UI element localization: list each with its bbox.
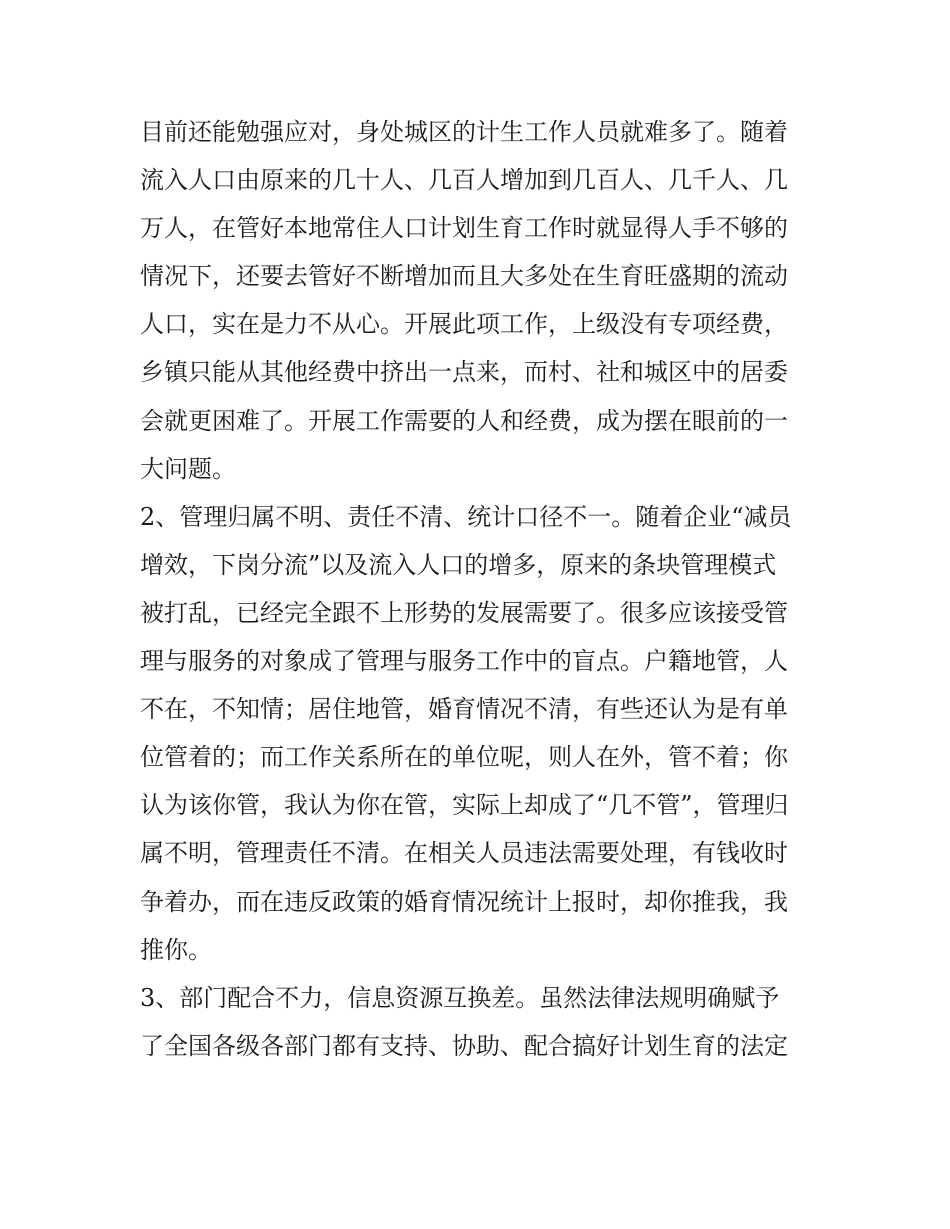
text-line: 属不明，管理责任不清。在相关人员违法需要处理，有钱收时 [140, 839, 788, 868]
text-line: 人口，实在是力不从心。开展此项工作，上级没有专项经费， [140, 310, 788, 339]
text-line: 2、管理归属不明、责任不清、统计口径不一。随着企业“减员 [140, 502, 792, 531]
text-line: 了全国各级各部门都有支持、协助、配合搞好计划生育的法定 [140, 1031, 788, 1060]
text-line: 不在，不知情；居住地管，婚育情况不清，有些还认为是有单 [140, 695, 788, 724]
text-line: 目前还能勉强应对，身处城区的计生工作人员就难多了。随着 [140, 118, 788, 146]
text-line: 理与服务的对象成了管理与服务工作中的盲点。户籍地管，人 [140, 647, 788, 676]
text-line: 情况下，还要去管好不断增加而且大多处在生育旺盛期的流动 [140, 262, 788, 291]
text-line: 会就更困难了。开展工作需要的人和经费，成为摆在眼前的一 [140, 406, 788, 435]
text-line: 流入人口由原来的几十人、几百人增加到几百人、几千人、几 [140, 166, 788, 195]
text-line: 位管着的；而工作关系所在的单位呢，则人在外，管不着；你 [140, 743, 788, 772]
text-line: 乡镇只能从其他经费中挤出一点来，而村、社和城区中的居委 [140, 358, 788, 387]
text-line: 认为该你管，我认为你在管，实际上却成了“几不管”，管理归 [140, 791, 789, 820]
text-line: 3、部门配合不力，信息资源互换差。虽然法律法规明确赋予 [140, 983, 780, 1012]
text-line: 增效，下岗分流”以及流入人口的增多，原来的条块管理模式 [140, 550, 777, 579]
text-line: 推你。 [140, 935, 212, 964]
document-body [140, 108, 820, 1070]
text-line: 争着办，而在违反政策的婚育情况统计上报时，却你推我，我 [140, 887, 788, 916]
text-line: 大问题。 [140, 454, 236, 483]
text-line: 被打乱，已经完全跟不上形势的发展需要了。很多应该接受管 [140, 598, 788, 627]
text-line: 万人，在管好本地常住人口计划生育工作时就显得人手不够的 [140, 214, 788, 243]
